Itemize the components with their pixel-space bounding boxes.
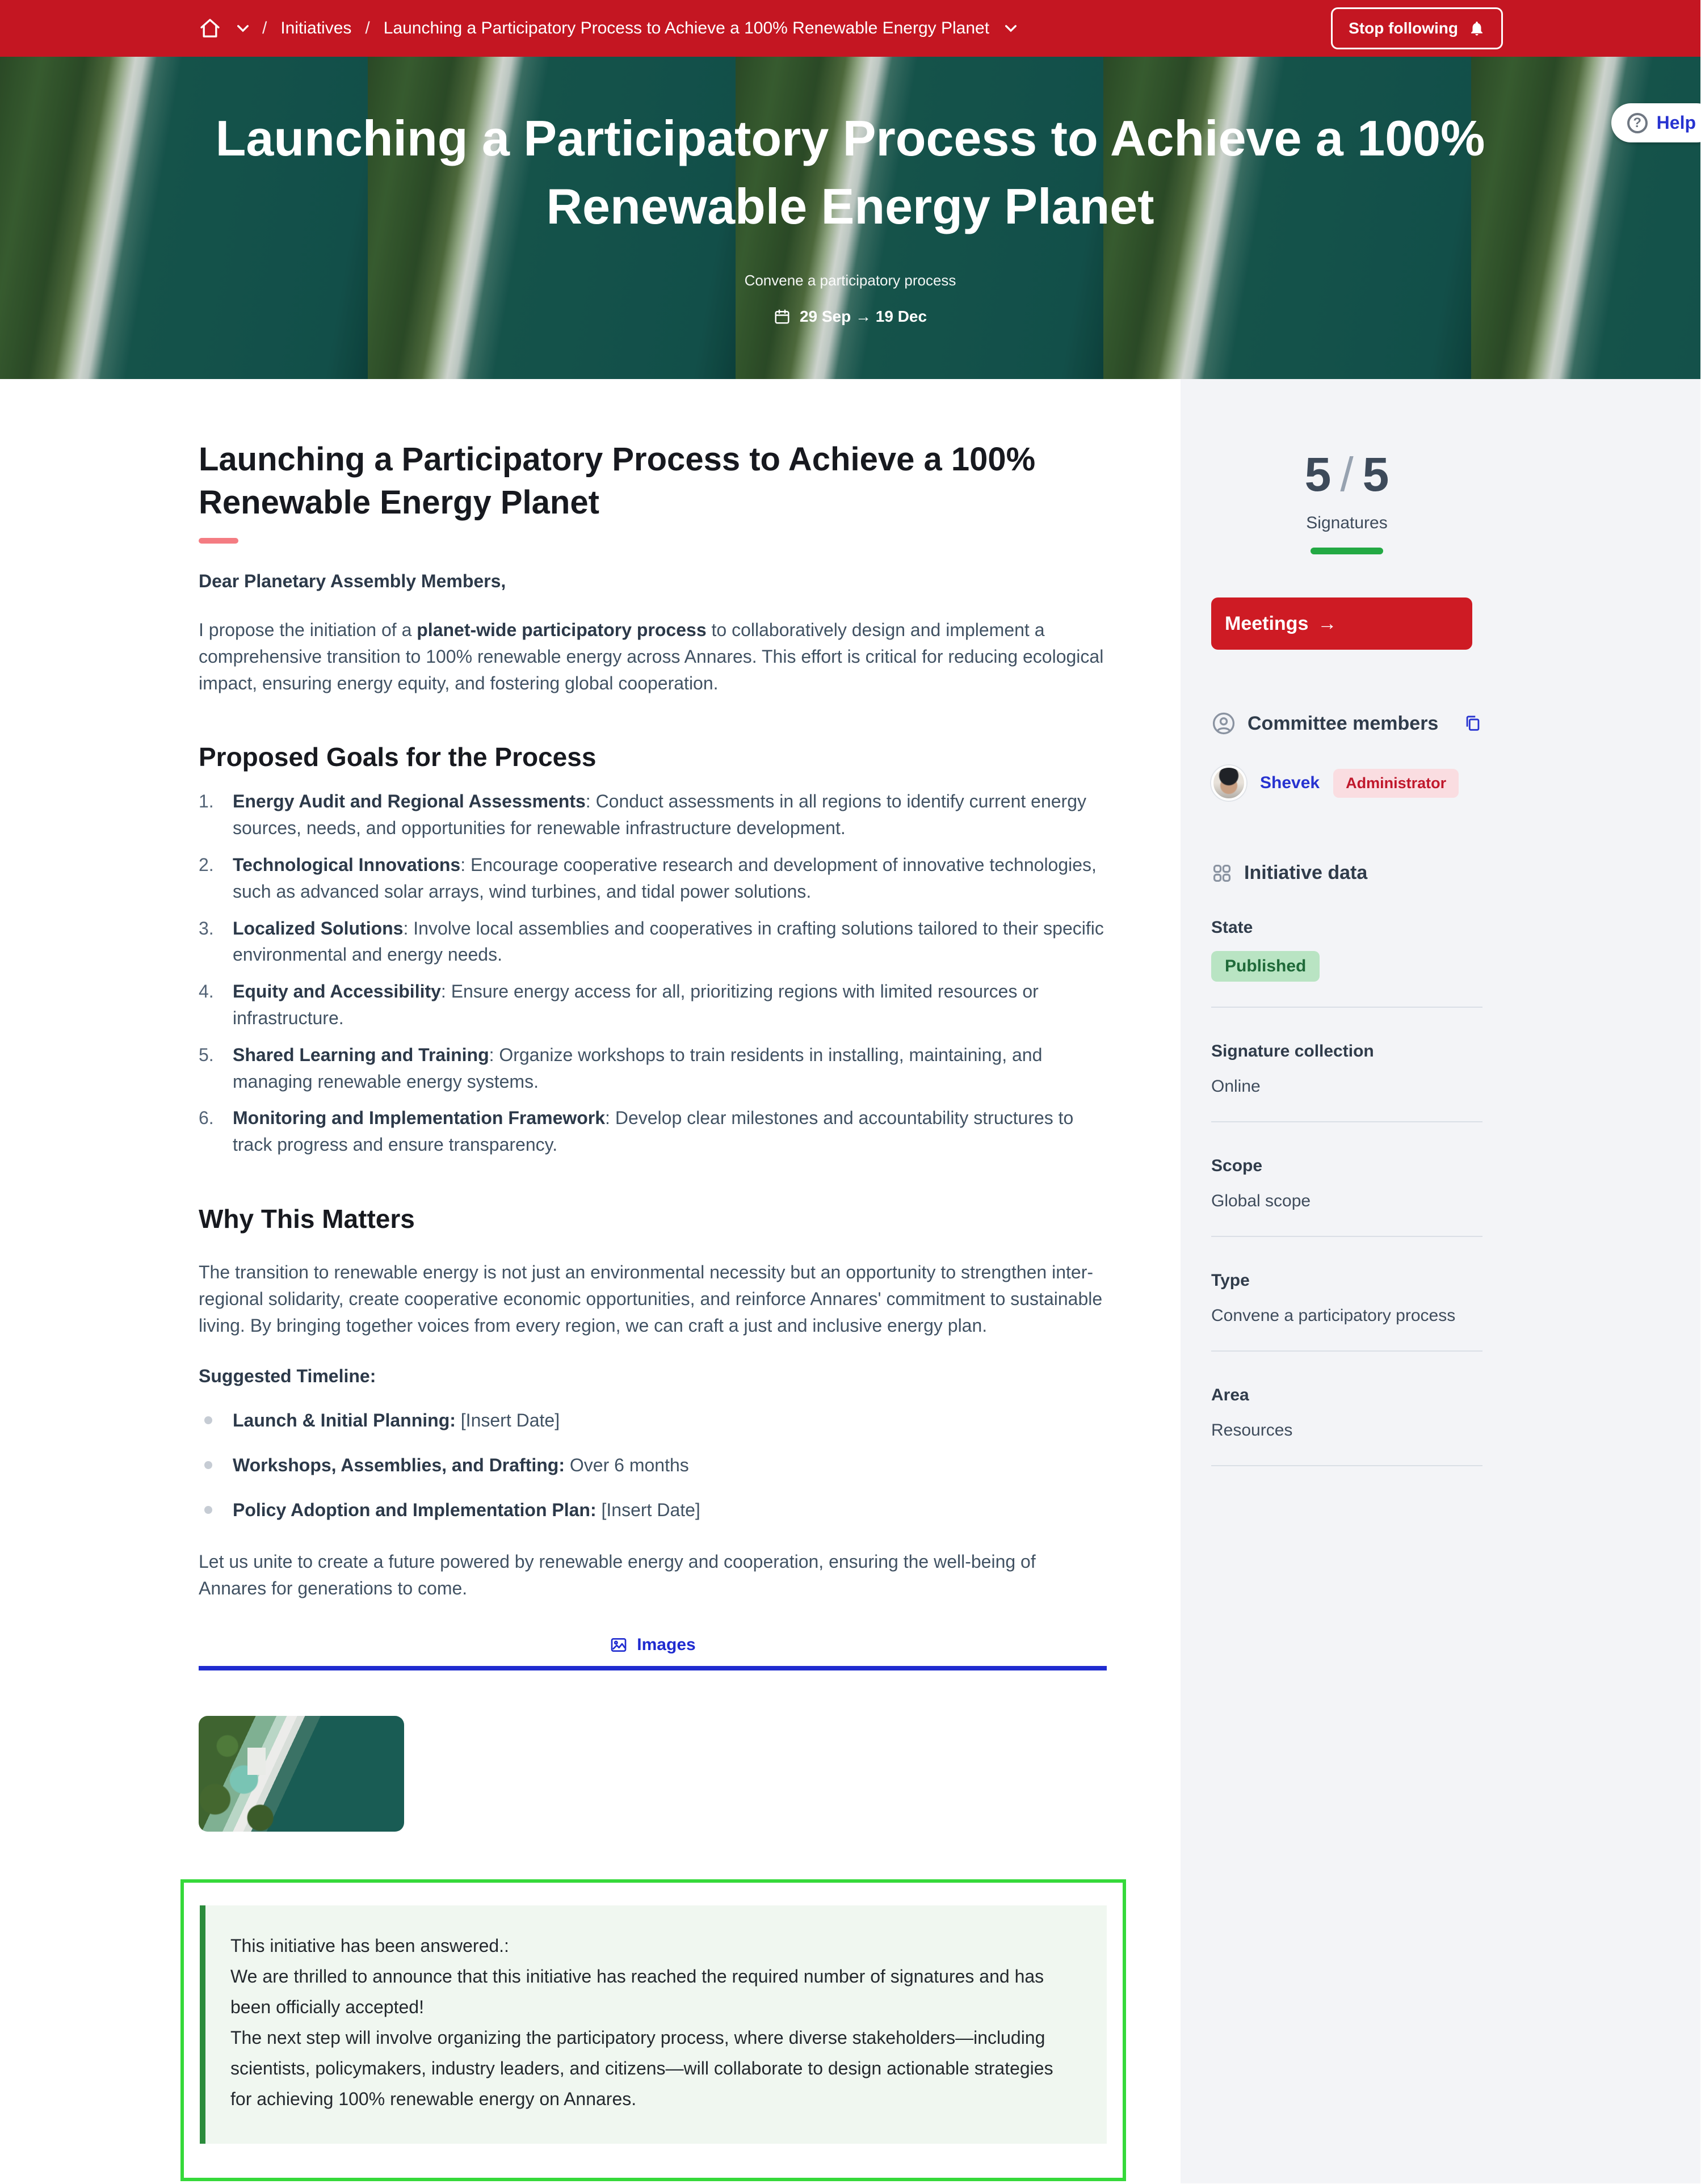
avatar[interactable] (1211, 765, 1246, 801)
arrow-right-icon: → (1317, 612, 1337, 634)
stop-following-button[interactable] (1331, 7, 1503, 49)
signatures-count: 5 / 5 (1304, 448, 1389, 501)
timeline-heading: Suggested Timeline: (199, 1366, 376, 1387)
field-label: Signature collection (1211, 1042, 1374, 1061)
list-item: 3. Localized Solutions: Involve local assemblies and cooperatives in crafting solutions tailored to their specific environmental and energy needs. (199, 918, 1104, 965)
committee-members-title: Committee members (1248, 712, 1439, 734)
list-item: Launch & Initial Planning: [Insert Date] (199, 1407, 1107, 1434)
chevron-down-icon[interactable] (1005, 24, 1017, 32)
initiative-data-header (1211, 862, 1482, 884)
copy-icon[interactable] (1463, 714, 1482, 733)
sidebar (1181, 379, 1700, 2183)
home-icon[interactable] (199, 17, 221, 40)
initiative-body (0, 379, 1181, 2183)
field-label: Scope (1211, 1156, 1263, 1175)
page-title: Launching a Participatory Process to Achieve a 100% Renewable Energy Planet (199, 441, 1036, 521)
breadcrumb (199, 17, 1331, 40)
field-label: Area (1211, 1386, 1249, 1404)
divider (1211, 1007, 1482, 1008)
breadcrumb-item-initiatives[interactable]: Initiatives (280, 19, 352, 37)
hero-subtitle: Convene a participatory process (744, 272, 956, 289)
list-item: Policy Adoption and Implementation Plan: [Insert Date] (199, 1497, 1107, 1524)
active-tab-underline (199, 1666, 1107, 1670)
signatures-label: Signatures (1306, 514, 1388, 532)
divider (1211, 1121, 1482, 1122)
answer-callout (200, 1905, 1107, 2144)
stop-following-label: Stop following (1349, 19, 1458, 37)
grid-icon (1211, 862, 1233, 884)
field-value: Online (1211, 1077, 1261, 1096)
help-label: Help (1656, 112, 1696, 133)
chevron-down-icon[interactable] (237, 24, 249, 32)
hero-dates-text: 29 Sep → 19 Dec (799, 308, 927, 326)
images-tabbar (199, 1635, 1107, 1670)
goals-list (199, 788, 1107, 1158)
hero-date-range (774, 308, 927, 326)
signatures-block (1211, 447, 1482, 554)
help-button[interactable] (1611, 103, 1700, 142)
calendar-icon (774, 308, 791, 325)
hero-title: Launching a Participatory Process to Achieve a 100% Renewable Energy Planet (215, 110, 1485, 234)
status-badge: Published (1211, 951, 1320, 982)
top-navbar (0, 0, 1700, 57)
answer-line: This initiative has been answered.: (230, 1935, 509, 1956)
list-item: 5. Shared Learning and Training: Organize workshops to train residents in installing, maintaining, and managing renewable energy systems. (199, 1044, 1043, 1092)
list-item: 4. Equity and Accessibility: Ensure energy access for all, prioritizing regions with limited resources or infrastructure. (199, 981, 1039, 1028)
signatures-progress-bar (1311, 548, 1383, 554)
meetings-button[interactable]: Meetings → (1211, 597, 1472, 650)
bullet-dot (204, 1416, 212, 1424)
bullet-dot (204, 1506, 212, 1514)
closing-paragraph: Let us unite to create a future powered by renewable energy and cooperation, ensuring the well-being of Annares for generations to come. (199, 1551, 1036, 1598)
field-label-state: State (1211, 918, 1253, 937)
list-item: 2. Technological Innovations: Encourage cooperative research and development of innovative technologies, such as advanced solar arrays, wind turbines, and tidal power solutions. (199, 854, 1097, 902)
breadcrumb-separator: / (365, 19, 370, 37)
field-value: Global scope (1211, 1192, 1311, 1210)
member-name-link[interactable]: Shevek (1260, 773, 1320, 792)
initiative-image-thumbnail[interactable] (199, 1716, 404, 1832)
person-circle-icon (1211, 711, 1236, 736)
breadcrumb-separator: / (262, 19, 267, 37)
divider (1211, 1465, 1482, 1466)
field-value: Convene a participatory process (1211, 1306, 1456, 1325)
administrator-badge: Administrator (1333, 769, 1459, 798)
intro-paragraph: I propose the initiation of a planet-wide participatory process to collaboratively design and implement a comprehensive transition to 100% renewable energy across Annares. This effort is critical for reducing ecological impact, ensuring energy equity, and fostering global cooperation. (199, 620, 1104, 693)
why-paragraph: The transition to renewable energy is not just an environmental necessity but an opportunity to strengthen inter-regional solidarity, create cooperative economic opportunities, and reinforce Annares' commitment to sustainable living. By bringing together voices from every region, we can craft a just and inclusive energy plan. (199, 1261, 1103, 1336)
question-circle-icon: ? (1627, 113, 1648, 133)
tab-images[interactable] (199, 1635, 1107, 1655)
field-value: Resources (1211, 1421, 1293, 1440)
breadcrumb-item-current[interactable]: Launching a Participatory Process to Achieve a 100% Renewable Energy Planet (383, 19, 990, 37)
hero-banner (0, 57, 1700, 379)
answer-line: We are thrilled to announce that this initiative has reached the required number of signatures and has been officially accepted! (230, 1966, 1044, 2018)
committee-member-row (1211, 765, 1482, 801)
field-label: Type (1211, 1271, 1250, 1290)
salutation: Dear Planetary Assembly Members, (199, 571, 506, 591)
committee-members-header (1211, 711, 1482, 736)
list-item: Workshops, Assemblies, and Drafting: Over 6 months (199, 1452, 1107, 1479)
divider (1211, 1350, 1482, 1352)
goals-heading: Proposed Goals for the Process (199, 742, 597, 772)
image-icon (610, 1636, 628, 1654)
tab-images-label: Images (637, 1635, 696, 1655)
divider (1211, 1236, 1482, 1237)
timeline-list (199, 1407, 1107, 1523)
bell-icon (1468, 20, 1485, 37)
bullet-dot (204, 1461, 212, 1469)
answer-highlight-box (180, 1879, 1126, 2181)
answer-line: The next step will involve organizing the participatory process, where diverse stakeholders—including scientists, policymakers, industry leaders, and citizens—will collaborate to design actionable strategies for achieving 100% renewable energy on Annares. (230, 2027, 1053, 2110)
title-underline (199, 538, 238, 544)
list-item: 1. Energy Audit and Regional Assessments: Conduct assessments in all regions to identify current energy sources, needs, and opportunities for renewable infrastructure development. (199, 791, 1086, 839)
initiative-data-title: Initiative data (1244, 862, 1368, 883)
why-heading: Why This Matters (199, 1203, 415, 1234)
list-item: 6. Monitoring and Implementation Framework: Develop clear milestones and accountability structures to track progress and ensure transparency. (199, 1108, 1074, 1155)
